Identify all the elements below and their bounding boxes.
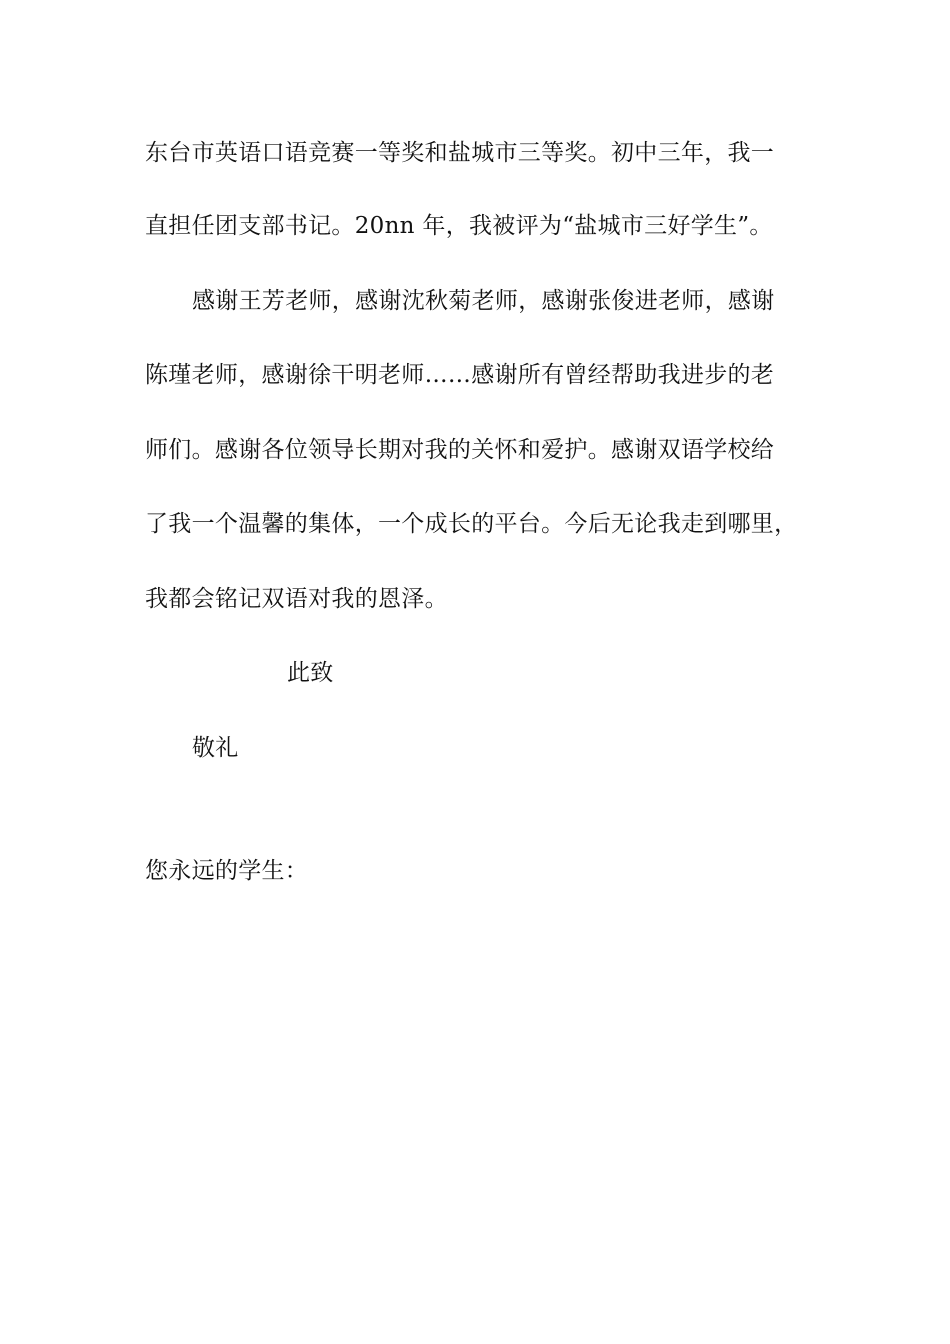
paragraph1-line1: 东台市英语口语竞赛一等奖和盐城市三等奖。初中三年，我一 — [145, 140, 775, 166]
paragraph2-line5: 我都会铭记双语对我的恩泽。 — [145, 586, 448, 612]
paragraph2-line2: 陈瑾老师，感谢徐干明老师……感谢所有曾经帮助我进步的老 — [145, 362, 775, 388]
signature-line: 您永远的学生： — [145, 858, 309, 884]
paragraph2-line1: 感谢王芳老师，感谢沈秋菊老师，感谢张俊进老师，感谢 — [192, 288, 775, 314]
closing-salutation: 此致 — [287, 660, 334, 686]
paragraph1-line2: 直担任团支部书记。20nn 年，我被评为“盐城市三好学生”。 — [145, 213, 773, 239]
closing-respect: 敬礼 — [192, 735, 239, 761]
paragraph2-line4: 了我一个温馨的集体，一个成长的平台。今后无论我走到哪里， — [145, 511, 798, 537]
paragraph2-line3: 师们。感谢各位领导长期对我的关怀和爱护。感谢双语学校给 — [145, 437, 775, 463]
